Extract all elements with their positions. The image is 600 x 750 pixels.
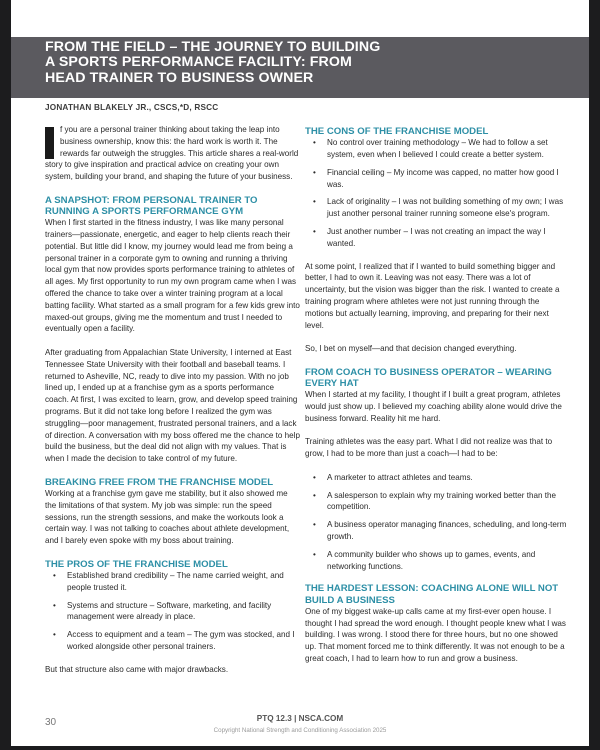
copyright-notice: Copyright National Strength and Conditioning Association 2025 (213, 727, 387, 734)
section-heading: THE CONS OF THE FRANCHISE MODEL (305, 126, 489, 137)
body-paragraph: When I started at my facility, I thought if I built a great program, athletes would just show up. I believed my coaching ability alone would drive the business forward. Reality hit me hard. (305, 390, 562, 423)
list-item: • A business operator managing finances, scheduling, and long-term growth. (327, 519, 567, 543)
list-item: • No control over training methodology – We had to follow a set system, even when I believed I could create a better system. (327, 137, 567, 161)
body-paragraph: One of my biggest wake-up calls came at my first-ever open house. I thought I had spread the word enough. I thought people knew what I was building. I was wrong. I stood there for three hours, but no one showed up. That moment forced me to think differently. It was not enough to be a great coach, I had to learn how to run and grow a business. (305, 606, 566, 663)
title-line: FROM THE FIELD – THE JOURNEY TO BUILDING (45, 39, 381, 55)
publication-label: PTQ 12.3 | NSCA.COM (256, 714, 344, 723)
body-paragraph: When I first started in the fitness industry, I was like many personal trainers—passionate, energetic, and eager to help clients reach their potential. But little did I know, my journey would lead me from being a personal trainer in a corporate gym to owning and running a thriving local gym that now provides sports performance training to athletes of all ages. My first opportunity to run my own program came when I was offered the chance to take over a winter training program at a local batting facility. What started as a small program for a few kids grew into maxed-out groups, giving me the momentum and trust I needed to eventually open a facility. (45, 218, 300, 334)
list-item: • Just another number – I was not creating an impact the way I wanted. (327, 226, 567, 250)
author-byline: JONATHAN BLAKELY JR., CSCS,*D, RSCC (45, 103, 219, 112)
list-item: • Systems and structure – Software, marketing, and facility management were already in place. (67, 600, 300, 624)
body-paragraph: But that structure also came with major drawbacks. (45, 664, 229, 674)
intro-paragraph: f you are a personal trainer thinking about taking the leap into business ownership, know this: the hard work is worth it. The rewards far outweigh the struggles. This article shares a real-world story to give inspiration and practical advice on creating your own system, building your brand, and shaping the future of your business. (45, 125, 299, 182)
right-column (305, 126, 567, 677)
title-line: A SPORTS PERFORMANCE FACILITY: FROM (45, 54, 352, 71)
body-paragraph: At some point, I realized that if I wanted to build something bigger and better, I had to own it. Leaving was not easy. There was a lot of uncertainty, but the vision was bigger than the risk. I wanted to create a training program where athletes were not just running through the motions but actually learning, improving, and preparing for their next level. (305, 261, 560, 330)
roles-list (305, 472, 567, 573)
article-title (45, 40, 380, 86)
body-paragraph: After graduating from Appalachian State University, I interned at East Tennessee State University with their football and baseball teams. I returned to Asheville, NC, ready to dive into my passion. With no job lined up, I ended up at a franchise gym as a sports performance coach. At first, I was excited to learn, grow, and develop speed training programs. But it did not take long before I realized the gym was struggling—poor management, frustrated personal trainers, and a lack of direction. A conversation with my boss offered me the chance to help build the business, but the deal did not align with my values. That is when I made the decision to take control of my future. (45, 347, 300, 464)
body-paragraph: So, I bet on myself—and that decision changed everything. (305, 344, 517, 354)
section-heading: THE PROS OF THE FRANCHISE MODEL (45, 558, 228, 570)
title-line: HEAD TRAINER TO BUSINESS OWNER (45, 69, 314, 86)
section-heading: BREAKING FREE FROM THE FRANCHISE MODEL (45, 476, 274, 488)
pros-list (45, 570, 300, 653)
body-paragraph: Working at a franchise gym gave me stability, but it also showed me the limitations of that system. My job was simple: run the speed sessions, run the strength sessions, and make the workouts look a certain way. I was not talking to coaches about athlete development, and I barely even spoke with my boss about training. (45, 488, 290, 546)
drop-cap (45, 127, 54, 159)
list-item: • Financial ceiling – My income was capped, no matter how good I was. (327, 167, 567, 191)
cons-list (305, 137, 567, 249)
section-heading: A SNAPSHOT: FROM PERSONAL TRAINER TO RUNNING A SPORTS PERFORMANCE GYM (45, 194, 258, 217)
section-heading: FROM COACH TO BUSINESS OPERATOR – WEARING EVERY HAT (305, 366, 552, 389)
list-item: • Established brand credibility – The name carried weight, and people trusted it. (67, 570, 300, 594)
page-number: 30 (45, 717, 57, 728)
list-item: • A salesperson to explain why my training worked better than the competition. (327, 490, 567, 514)
document-page (11, 0, 589, 746)
list-item: • A community builder who shows up to games, events, and networking functions. (327, 549, 567, 573)
body-paragraph: Training athletes was the easy part. What I did not realize was that to grow, I had to be more than just a coach—I had to be: (305, 437, 553, 459)
list-item: • Access to equipment and a team – The gym was stocked, and I worked alongside other personal trainers. (67, 629, 300, 653)
list-item: • Lack of originality – I was not building something of my own; I was just another personal trainer running someone else's program. (327, 196, 567, 220)
list-item: • A marketer to attract athletes and teams. (327, 472, 567, 484)
section-heading: THE HARDEST LESSON: COACHING ALONE WILL NOT BUILD A BUSINESS (305, 583, 559, 606)
left-column (45, 124, 300, 687)
